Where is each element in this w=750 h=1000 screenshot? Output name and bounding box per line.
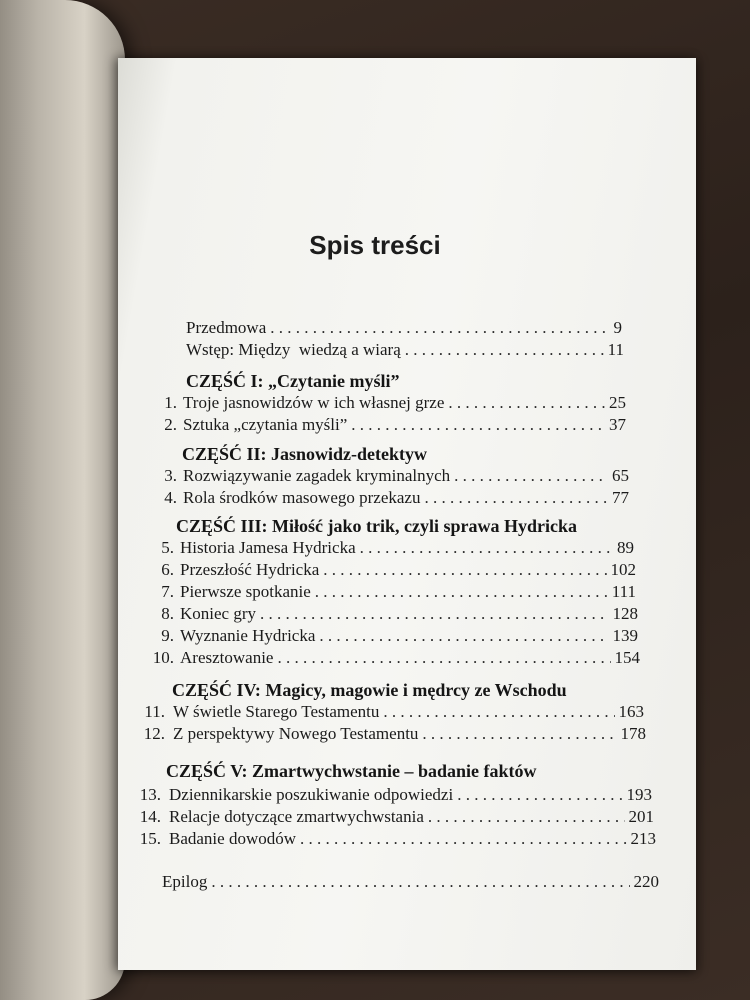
toc-entry-label: Rola środków masowego przekazu <box>183 488 421 507</box>
toc-entry-page: 65 <box>612 466 629 485</box>
toc-entry-chapter-4 <box>160 488 629 508</box>
chapter-number: 3. <box>164 466 177 485</box>
part-heading-3: CZĘŚĆ III: Miłość jako trik, czyli sprawa Hydricka <box>176 516 578 536</box>
dot-leader <box>211 872 629 892</box>
toc-entry-label: Koniec gry <box>180 604 257 623</box>
toc-entry-label: Z perspektywy Nowego Testamentu <box>173 724 419 743</box>
toc-entry-page: 102 <box>610 560 636 579</box>
dot-leader <box>300 829 626 849</box>
dot-leader <box>270 318 609 338</box>
chapter-number: 2. <box>164 415 177 434</box>
chapter-number: 10. <box>152 648 174 667</box>
toc-entry-label: Wyznanie Hydricka <box>180 626 316 645</box>
toc-entry-introduction <box>186 340 624 360</box>
toc-entry-label: Troje jasnowidzów w ich własnej grze <box>183 393 445 412</box>
toc-entry-page: 178 <box>620 724 646 743</box>
toc-entry-chapter-1 <box>160 393 626 413</box>
toc-entry-preface <box>186 318 622 338</box>
toc-entry-label: Przedmowa <box>186 318 267 337</box>
page-title: Spis treści <box>309 230 441 260</box>
part-heading-1: CZĘŚĆ I: „Czytanie myśli” <box>186 371 400 391</box>
toc-entry-label: Sztuka „czytania myśli” <box>183 415 348 434</box>
toc-entry-chapter-14 <box>132 807 654 827</box>
chapter-number: 11. <box>144 702 165 721</box>
toc-entry-chapter-3 <box>160 466 629 486</box>
part-heading-4: CZĘŚĆ IV: Magicy, magowie i mędrcy ze Wschodu <box>172 680 567 700</box>
toc-entry-page: 128 <box>612 604 638 623</box>
dot-leader <box>457 785 622 805</box>
chapter-number: 1. <box>164 393 177 412</box>
toc-entry-page: 25 <box>609 393 626 412</box>
toc-entry-page: 220 <box>633 872 659 891</box>
toc-entry-page: 77 <box>612 488 629 507</box>
part-heading-2: CZĘŚĆ II: Jasnowidz-detektyw <box>182 444 428 464</box>
toc-entry-label: Badanie dowodów <box>169 829 297 848</box>
chapter-number: 4. <box>164 488 177 507</box>
chapter-number: 15. <box>139 829 161 848</box>
toc-entry-label: Relacje dotyczące zmartwychwstania <box>169 807 424 826</box>
chapter-number: 9. <box>161 626 174 645</box>
dot-leader <box>424 488 608 508</box>
dot-leader <box>277 648 610 668</box>
dot-leader <box>422 724 616 744</box>
chapter-number: 6. <box>161 560 174 579</box>
toc-entry-label: Wstęp: Między wiedzą a wiarą <box>186 340 401 359</box>
dot-leader <box>360 538 613 558</box>
toc-entry-page: 193 <box>626 785 652 804</box>
chapter-number: 7. <box>161 582 174 601</box>
dot-leader <box>260 604 608 624</box>
dot-leader <box>315 582 608 602</box>
toc-entry-chapter-9 <box>152 626 638 646</box>
toc-entry-page: 213 <box>630 829 656 848</box>
toc-entry-label: W świetle Starego Testamentu <box>173 702 380 721</box>
toc-entry-chapter-12 <box>138 724 646 744</box>
toc-entry-label: Pierwsze spotkanie <box>180 582 311 601</box>
toc-entry-page: 37 <box>609 415 626 434</box>
toc-entry-label: Epilog <box>162 872 208 891</box>
toc-entry-label: Historia Jamesa Hydricka <box>180 538 356 557</box>
toc-entry-chapter-6 <box>152 560 636 580</box>
part-heading-5: CZĘŚĆ V: Zmartwychwstanie – badanie faktów <box>166 761 537 781</box>
toc-entry-page: 9 <box>613 318 622 337</box>
dot-leader <box>351 415 605 435</box>
dot-leader <box>428 807 625 827</box>
toc-entry-chapter-11 <box>138 702 644 722</box>
chapter-number: 13. <box>139 785 161 804</box>
toc-entry-page: 89 <box>617 538 634 557</box>
toc-entry-chapter-15 <box>132 829 656 849</box>
chapter-number: 14. <box>139 807 161 826</box>
toc-entry-chapter-10 <box>143 648 640 668</box>
toc-entry-label: Aresztowanie <box>180 648 274 667</box>
toc-entry-page: 201 <box>628 807 654 826</box>
dot-leader <box>448 393 605 413</box>
toc-entry-page: 154 <box>614 648 640 667</box>
dot-leader <box>323 560 606 580</box>
toc-entry-label: Rozwiązywanie zagadek kryminalnych <box>183 466 451 485</box>
toc-entry-epilog <box>162 872 659 892</box>
toc-entry-chapter-5 <box>152 538 634 558</box>
toc-entry-chapter-7 <box>152 582 636 602</box>
toc-entry-chapter-2 <box>160 415 626 435</box>
toc-entry-label: Dziennikarskie poszukiwanie odpowiedzi <box>169 785 454 804</box>
dot-leader <box>383 702 614 722</box>
chapter-number: 8. <box>161 604 174 623</box>
dot-leader <box>405 340 604 360</box>
toc-entry-label: Przeszłość Hydricka <box>180 560 320 579</box>
toc-entry-page: 139 <box>612 626 638 645</box>
dot-leader <box>319 626 608 646</box>
toc-entry-page: 11 <box>607 340 624 359</box>
toc-entry-chapter-13 <box>132 785 652 805</box>
dot-leader <box>454 466 608 486</box>
chapter-number: 12. <box>143 724 165 743</box>
toc-entry-chapter-8 <box>152 604 638 624</box>
chapter-number: 5. <box>161 538 174 557</box>
toc-entry-page: 111 <box>611 582 636 601</box>
toc-entry-page: 163 <box>618 702 644 721</box>
